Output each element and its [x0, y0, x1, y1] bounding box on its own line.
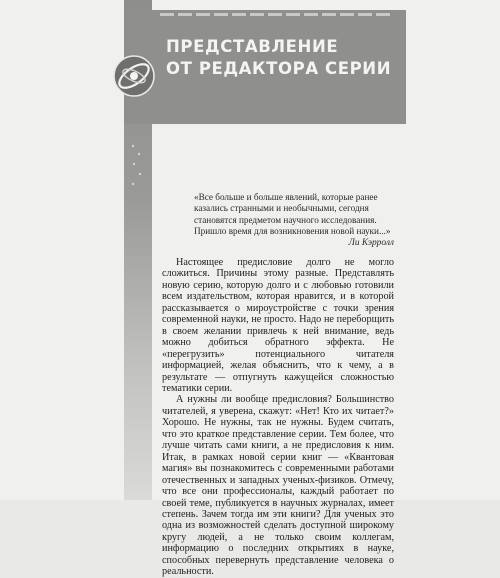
series-logo-icon: [110, 52, 158, 100]
title-line-2: ОТ РЕДАКТОРА СЕРИИ: [166, 59, 392, 78]
paragraph: А нужны ли вообще предисловия? Большинство читателей, я уверена, скажут: «Нет! Кто их читает?» Хорошо. Не нужны, так не нужны. Будем считать, что это краткое представление серии. Тем более, что лучше читать сами книги, а не предисловия к ним. Итак, в рамках новой серии книг — «Квантовая магия» вы познакомитесь с современными работами отечественных и западных ученых-физиков. Отмечу, что все они профессионалы, каждый работает по своей теме, публикуется в научных журналах, имеет степень. Зачем тогда им эти книги? Для ученых это одна из возможностей сделать доступной широкому кругу людей, а не только своим коллегам, информацию о последних открытиях в науке, способных перевернуть представление человека о реальности.: [162, 394, 394, 578]
decorative-strip: [160, 10, 392, 18]
body-text: [162, 257, 394, 578]
title-line-1: ПРЕДСТАВЛЕНИЕ: [166, 37, 339, 56]
epigraph-author: Ли Кэрролл: [348, 238, 394, 248]
paragraph: Настоящее предисловие долго не могло сложиться. Причины этому разные. Представлять новую серию, которую долго и с любовью готовили всем издательством, которая нравится, и в которой рассказывается о мироустройстве с точки зрения современной науки, не просто. Надо не переборщить в своем желании привлечь к ней внимание, ведь можно добиться обратного эффекта. Не «перегрузить» потенциального читателя информацией, желая объяснить, что к чему, а в результате — отпугнуть кажущейся сложностью тематики серии.: [162, 257, 394, 394]
page-title: [166, 36, 396, 80]
side-dots-decoration: [128, 140, 146, 200]
epigraph-text: «Все больше и больше явлений, которые ранее казались странными и необычными, сегодня становятся предметом научного исследования. Пришло время для возникновения новой науки...»: [194, 192, 391, 237]
